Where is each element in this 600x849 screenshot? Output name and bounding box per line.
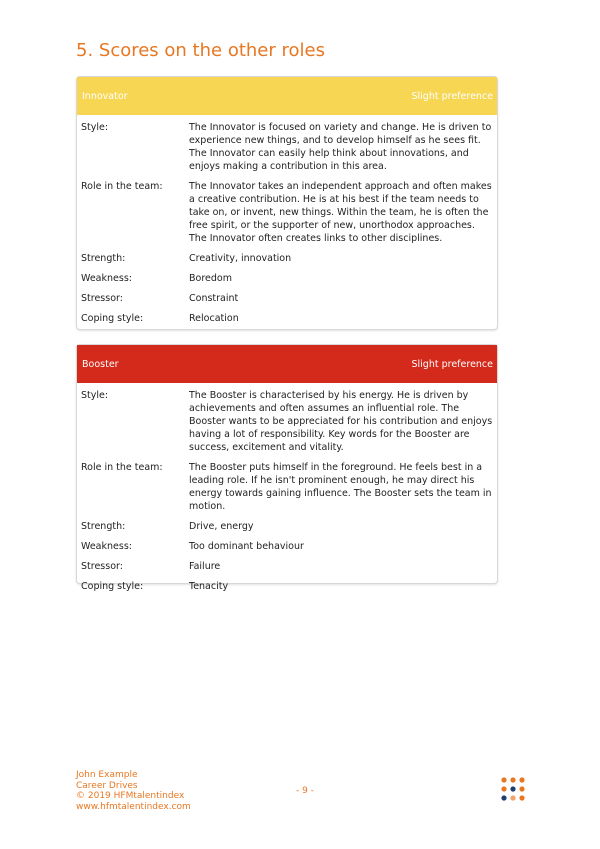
- logo-dot: [510, 795, 515, 800]
- row-value: Too dominant behaviour: [189, 541, 304, 552]
- row-value: Relocation: [189, 313, 239, 324]
- innovator-weakness-row: [77, 272, 497, 285]
- row-label: Weakness:: [81, 273, 132, 284]
- innovator-role-name: Innovator: [82, 90, 128, 102]
- booster-card: [76, 344, 498, 592]
- row-label: Stressor:: [81, 293, 123, 304]
- row-value: Creativity, innovation: [189, 253, 292, 264]
- row-label: Style:: [81, 390, 109, 401]
- innovator-card: [76, 76, 498, 330]
- row-label: Strength:: [81, 253, 126, 264]
- booster-card-body: [77, 383, 497, 593]
- booster-style-row: [77, 389, 497, 454]
- logo-dot: [510, 777, 515, 782]
- booster-card-header: [77, 345, 497, 383]
- row-label: Role in the team:: [81, 181, 163, 192]
- innovator-card-header: [77, 77, 497, 115]
- page-number: - 9 -: [296, 786, 314, 796]
- row-label: Stressor:: [81, 561, 123, 572]
- row-value: Tenacity: [189, 581, 229, 592]
- innovator-style-row: [77, 121, 497, 173]
- row-label: Weakness:: [81, 541, 132, 552]
- row-label: Coping style:: [81, 581, 144, 592]
- row-value: The Booster is characterised by his energy. He is driven by achievements and often assumes an influential role. The Booster wants to be appreciated for his contribution and enjoys having a lot of responsibility. Key words for the Booster are success, excitement and vitality.: [189, 390, 493, 453]
- footer-name: John Example: [76, 770, 138, 780]
- footer-report-title: Career Drives: [76, 780, 138, 791]
- logo-dot: [519, 777, 524, 782]
- innovator-strength-row: [77, 252, 497, 265]
- booster-coping-style-row: [77, 580, 497, 593]
- row-value: Failure: [189, 561, 221, 572]
- footer-info: [76, 770, 191, 812]
- row-value: The Innovator takes an independent approach and often makes a creative contribution. He is at his best if the team needs to take on, or invent, new things. Within the team, he is often the free spirit, or the supporter of new, unorthodox approaches. The Innovator often creates links to other disciplines.: [189, 181, 492, 244]
- innovator-preference: Slight preference: [411, 90, 493, 102]
- row-label: Coping style:: [81, 313, 144, 324]
- row-label: Role in the team:: [81, 462, 163, 473]
- innovator-role-in-team-row: [77, 180, 497, 245]
- logo-dot: [519, 795, 524, 800]
- innovator-stressor-row: [77, 292, 497, 305]
- row-value: Boredom: [189, 273, 232, 284]
- footer-website-link[interactable]: www.hfmtalentindex.com: [76, 801, 191, 812]
- booster-role-name: Booster: [82, 358, 119, 370]
- row-label: Strength:: [81, 521, 126, 532]
- innovator-card-body: [77, 115, 497, 325]
- row-value: The Innovator is focused on variety and change. He is driven to experience new things, and to develop himself as he sees fit. The Innovator can easily help think about innovations, and enjoys making a contribution in this area.: [189, 122, 492, 172]
- booster-role-in-team-row: [77, 461, 497, 513]
- booster-strength-row: [77, 520, 497, 533]
- booster-stressor-row: [77, 560, 497, 573]
- row-value: The Booster puts himself in the foreground. He feels best in a leading role. If he isn't prominent enough, he may direct his energy towards gaining influence. The Booster sets the team in motion.: [189, 462, 492, 512]
- logo-dot: [501, 786, 506, 791]
- logo-dot: [501, 777, 506, 782]
- section-title: 5. Scores on the other roles: [76, 40, 325, 61]
- row-value: Constraint: [189, 293, 239, 304]
- logo-dot: [501, 795, 506, 800]
- row-label: Style:: [81, 122, 109, 133]
- booster-weakness-row: [77, 540, 497, 553]
- booster-preference: Slight preference: [411, 358, 493, 370]
- footer-copyright: © 2019 HFMtalentindex: [76, 791, 185, 801]
- dot-grid-logo-icon: [500, 776, 526, 802]
- row-value: Drive, energy: [189, 521, 254, 532]
- logo-dot: [519, 786, 524, 791]
- logo-dot: [510, 786, 515, 791]
- innovator-coping-style-row: [77, 312, 497, 325]
